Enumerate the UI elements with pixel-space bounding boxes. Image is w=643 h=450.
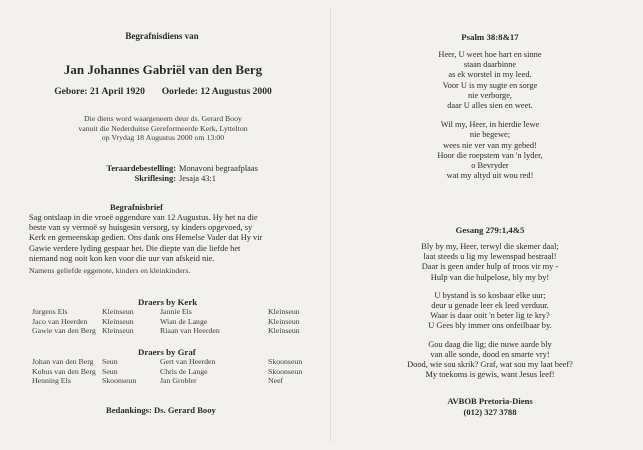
bearer-relation: Skoonseun bbox=[268, 357, 303, 366]
psalm-text bbox=[360, 50, 620, 190]
burial-value: Monavoni begraafplaas bbox=[179, 164, 258, 173]
verse-line: U Gees bly immer ons onfeilbaar by. bbox=[428, 321, 552, 331]
verse-line: Hoor die roepstem van 'n lyder, bbox=[437, 150, 543, 160]
reading-label: Skriflesing: bbox=[134, 174, 176, 184]
bearer-relation: Seun bbox=[102, 366, 118, 376]
bearers-church-heading: Draers by Kerk bbox=[138, 297, 198, 307]
letter-line: beste van sy vermoë sy huisgesin versorg, sy kinders opgevoed, sy bbox=[29, 223, 253, 233]
verse-line: Voor U is my sugte en sorge bbox=[442, 80, 538, 90]
bearer-name: Kobus van den Berg bbox=[32, 366, 96, 376]
bearer-relation: Kleinseun bbox=[102, 326, 134, 336]
letter-heading: Begrafnisbrief bbox=[110, 202, 163, 212]
psalm-stanza bbox=[360, 120, 620, 181]
verse-line: wat my altyd uit wou red! bbox=[446, 171, 534, 181]
bearer-name: Jannie Els bbox=[160, 307, 192, 316]
bearer-relation: Skoonseun bbox=[102, 376, 137, 386]
psalm-heading: Psalm 38:8&17 bbox=[461, 32, 519, 42]
bearer-name: Riaan van Heerden bbox=[160, 326, 220, 336]
bearer-relation: Skoonseun bbox=[268, 366, 303, 376]
header-title: Begrafnisdiens van bbox=[125, 31, 199, 41]
letter-line: Gawie verdere lyding gespaar het. Die diepte van die liefde het bbox=[29, 243, 241, 253]
verse-line: Waar is daar ooit 'n beter lig te kry? bbox=[430, 311, 550, 321]
bearer-relation: Kleinseun bbox=[102, 307, 134, 316]
verse-line: staan daarbinne bbox=[463, 60, 517, 70]
song-stanza bbox=[345, 242, 635, 283]
song-stanza bbox=[345, 291, 635, 332]
verse-line: Bly by my, Heer, terwyl die skemer daal; bbox=[421, 242, 559, 251]
birth-date: Gebore: 21 April 1920 bbox=[54, 86, 145, 97]
bearer-name: Wian de Lange bbox=[160, 316, 208, 326]
company-phone: (012) 327 3788 bbox=[463, 406, 517, 417]
verse-line: Wil my, Heer, in hierdie lewe bbox=[440, 120, 540, 130]
verse-line: Heer, U weet hoe hart en sinne bbox=[438, 50, 542, 59]
service-line: op Vrydag 18 Augustus 2000 om 13:00 bbox=[101, 133, 225, 143]
verse-line: Dood, wie sou skrik? Graf, wat sou my laat beef? bbox=[407, 360, 573, 370]
verse-line: van alle sonde, dood en smarte vry! bbox=[430, 349, 550, 359]
death-date: Oorlede: 12 Augustus 2000 bbox=[161, 86, 272, 97]
bearer-relation: Neef bbox=[268, 376, 284, 386]
burial-row bbox=[28, 164, 328, 174]
service-line: vanuit die Nederduitse Gereformeerde Kerk, Lyttelton bbox=[78, 123, 248, 133]
deceased-name: Jan Johannes Gabriël van den Berg bbox=[63, 62, 263, 77]
bearer-relation: Kleinseun bbox=[268, 316, 300, 326]
verse-line: o Bevryder bbox=[471, 161, 509, 171]
verse-line: Daar is geen ander hulp of troos vir my - bbox=[421, 262, 559, 272]
verse-line: deur u genade leer ek leed verduur. bbox=[431, 301, 549, 311]
bearers-grave-table bbox=[32, 357, 338, 386]
service-line: Die diens word waargeneem deur ds. Gerard Booy bbox=[84, 114, 242, 123]
verse-line: Gou daag die lig; die nuwe aarde bly bbox=[428, 339, 552, 349]
bearer-name: Gert van Heerden bbox=[160, 357, 216, 366]
bearer-name: Jaco van Heerden bbox=[32, 316, 88, 326]
verse-line: nie begewe; bbox=[469, 130, 511, 140]
letter-text bbox=[29, 213, 319, 264]
bearer-relation: Seun bbox=[102, 357, 118, 366]
bearer-relation: Kleinseun bbox=[268, 326, 300, 336]
reading-value: Jesaja 43:1 bbox=[179, 174, 216, 184]
song-text bbox=[345, 242, 635, 388]
bearer-name: Gawie van den Berg bbox=[32, 326, 96, 336]
song-stanza bbox=[345, 340, 635, 381]
bearer-name: Jan Grobler bbox=[160, 376, 197, 386]
bearer-name: Chris de Lange bbox=[160, 366, 208, 376]
psalm-stanza bbox=[360, 50, 620, 111]
dates-line bbox=[28, 86, 298, 97]
verse-line: as ek worstel in my leed. bbox=[448, 70, 532, 80]
song-heading: Gesang 279:1,4&5 bbox=[455, 225, 525, 235]
verse-line: U bystand is so kosbaar elke uur; bbox=[434, 290, 546, 300]
company-name: AVBOB Pretoria-Diens bbox=[447, 396, 533, 406]
verse-line: laat steeds u lig my lewenspad bestraal! bbox=[423, 252, 557, 262]
service-details bbox=[28, 114, 298, 143]
letter-line: Sag ontslaap in die vroeë oggendure van 12 Augustus. Hy het na die bbox=[29, 213, 258, 222]
verse-line: nie verborge, bbox=[467, 90, 513, 100]
bearer-relation: Kleinseun bbox=[102, 316, 134, 326]
bearer-name: Johan van den Berg bbox=[32, 357, 94, 366]
bearer-name: Henning Els bbox=[32, 376, 71, 386]
verse-line: wees nie ver van my gebed! bbox=[443, 140, 537, 150]
bearers-church-table bbox=[32, 307, 338, 336]
family-line: Namens geliefde eggenote, kinders en kleinkinders. bbox=[29, 266, 191, 275]
letter-line: Kerk en gemeenskap gedien. Ons dank ons Hemelse Vader dat Hy vir bbox=[29, 233, 263, 243]
funeral-company bbox=[380, 396, 600, 417]
bearer-relation: Kleinseun bbox=[268, 307, 300, 316]
verse-line: daar U alles sien en weet. bbox=[447, 101, 533, 111]
verse-line: My toekoms is gewis, want Jesus leef! bbox=[425, 370, 555, 380]
verse-line: Hulp van die hulpelose, bly my by! bbox=[430, 272, 550, 282]
letter-line: niemand nog ooit kon ken voor die uur van afskeid nie. bbox=[29, 253, 215, 263]
thanks-line: Bedankings: Ds. Gerard Booy bbox=[106, 405, 216, 415]
reading-row bbox=[28, 174, 328, 184]
burial-details bbox=[28, 164, 328, 184]
bearers-grave-heading: Draers by Graf bbox=[138, 347, 196, 357]
burial-label: Teraardebestelling: bbox=[106, 164, 176, 173]
bearer-name: Jurgens Els bbox=[32, 307, 68, 316]
